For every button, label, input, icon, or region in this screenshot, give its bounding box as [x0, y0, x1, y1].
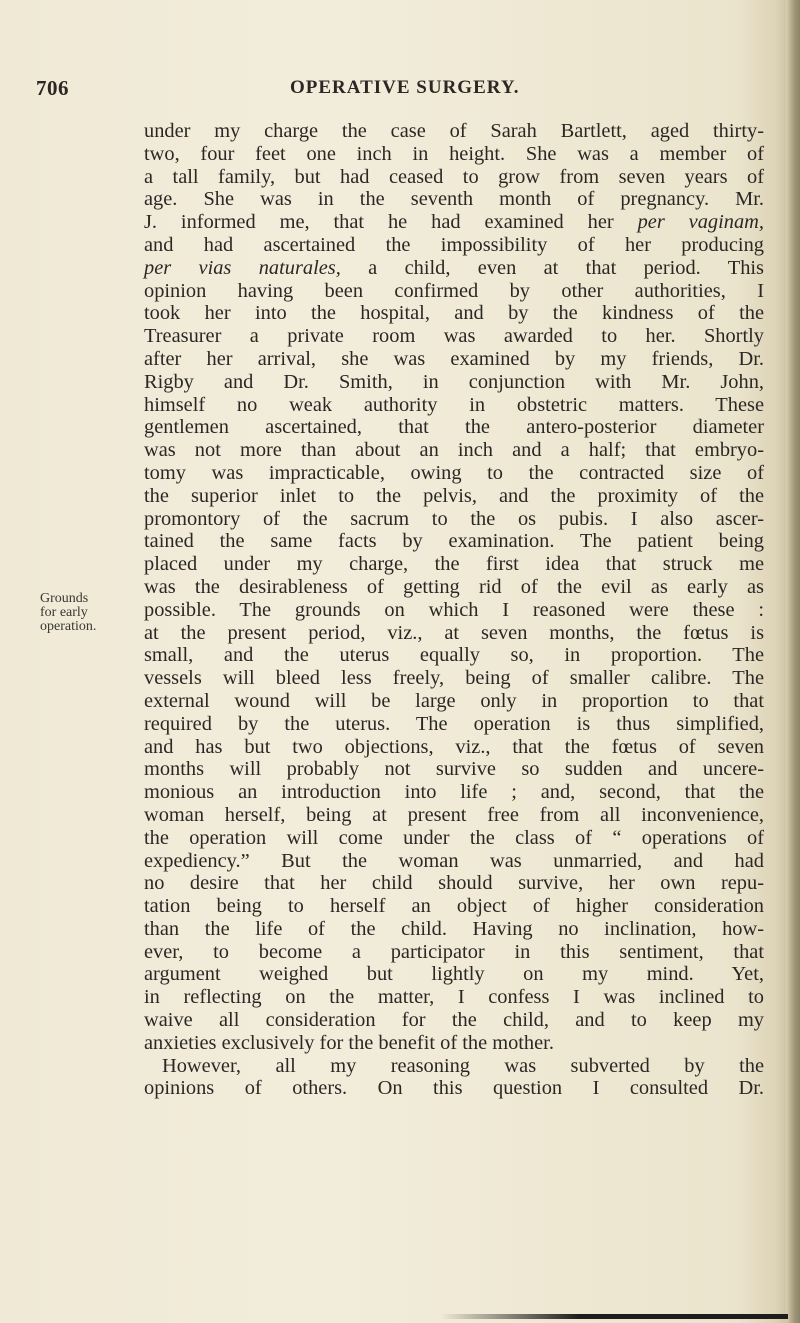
margin-note [40, 592, 130, 634]
italic-phrase: per vaginam, [637, 211, 764, 234]
text-line [144, 622, 764, 645]
text-line-content: promontory of the sacrum to the os pubis. I also ascer- [144, 507, 764, 530]
text-line [144, 827, 764, 850]
text-line [144, 188, 764, 211]
text-line-content: the superior inlet to the pelvis, and the proximity of the [144, 484, 764, 507]
page-number: 706 [36, 76, 69, 100]
text-line-content: in reflecting on the matter, I confess I was inclined to [144, 986, 764, 1009]
text-line-content: Treasurer a private room was awarded to her. Shortly [144, 325, 764, 348]
text-line-content: age. She was in the seventh month of pregnancy. Mr. [144, 188, 764, 211]
text-line [144, 257, 764, 280]
text-line-content: gentlemen ascertained, that the antero-posterior diameter [144, 416, 764, 439]
text-line-content: was the desirableness of getting rid of the evil as early as [144, 575, 764, 598]
text-line [144, 394, 764, 417]
text-line [144, 211, 764, 234]
text-line [144, 1032, 764, 1055]
text-line [144, 553, 764, 576]
text-line [144, 804, 764, 827]
text-line-content: opinion having been confirmed by other authorities, I [144, 279, 764, 302]
text-line-content: monious an introduction into life ; and, second, that the [144, 781, 764, 804]
text-line [144, 644, 764, 667]
margin-note-line: for early [40, 605, 88, 620]
text-line-content: than the life of the child. Having no inclination, how- [144, 917, 764, 940]
text-line [144, 371, 764, 394]
text-line-content: required by the uterus. The operation is thus simplified, [144, 712, 764, 735]
text-line-content: placed under my charge, the first idea that struck me [144, 553, 764, 576]
text-line [144, 599, 764, 622]
text-line-content: expediency.” But the woman was unmarried, and had [144, 849, 764, 872]
text-line [144, 758, 764, 781]
text-line [144, 576, 764, 599]
text-line-content: tomy was impracticable, owing to the contracted size of [144, 461, 764, 484]
text-line-content: woman herself, being at present free from all inconvenience, [144, 803, 764, 826]
text-line [144, 918, 764, 941]
page-header [0, 76, 800, 106]
text-line-content: months will probably not survive so sudden and uncere- [144, 758, 764, 781]
text-line [144, 1055, 764, 1078]
text-line-content: himself no weak authority in obstetric matters. These [144, 393, 764, 416]
text-line [144, 941, 764, 964]
text-line [144, 872, 764, 895]
page-edge-shadow [786, 0, 800, 1323]
text-line-content: tained the same facts by examination. The patient being [144, 530, 764, 553]
text-line-content: and has but two objections, viz., that the fœtus of seven [144, 735, 764, 758]
text-line-content: a child, even at that period. This [340, 256, 764, 279]
text-line [144, 166, 764, 189]
text-line [144, 120, 764, 143]
text-line-content: took her into the hospital, and by the kindness of the [144, 302, 764, 325]
text-line-content: external wound will be large only in proportion to that [144, 689, 764, 712]
text-line [144, 530, 764, 553]
text-line-content: was not more than about an inch and a half; that embryo- [144, 439, 764, 462]
bottom-rule [440, 1314, 788, 1319]
text-line [144, 439, 764, 462]
text-line-content: Rigby and Dr. Smith, in conjunction with Mr. John, [144, 370, 764, 393]
body-text [144, 120, 764, 1100]
text-line [144, 302, 764, 325]
text-line [144, 690, 764, 713]
text-line-content: under my charge the case of Sarah Bartlett, aged thirty- [144, 120, 764, 142]
text-line-content: small, and the uterus equally so, in proportion. The [144, 644, 764, 667]
text-line-content: tation being to herself an object of higher consideration [144, 895, 764, 918]
text-line [144, 234, 764, 257]
text-line [144, 895, 764, 918]
text-line-content: and had ascertained the impossibility of her producing [144, 233, 764, 256]
text-line [144, 713, 764, 736]
text-line [144, 1077, 764, 1100]
text-line-content: the operation will come under the class of “ operations of [144, 826, 764, 849]
text-line [144, 1009, 764, 1032]
text-line [144, 325, 764, 348]
text-line [144, 485, 764, 508]
text-line-content: two, four feet one inch in height. She was a member of [144, 142, 764, 165]
text-line [144, 280, 764, 303]
margin-note-line: Grounds [40, 591, 89, 606]
text-line [144, 667, 764, 690]
text-line [144, 143, 764, 166]
text-line-content: possible. The grounds on which I reasoned were these : [144, 598, 764, 621]
text-line-content: opinions of others. On this question I consulted Dr. [144, 1077, 764, 1100]
text-line-content: at the present period, viz., at seven months, the fœtus is [144, 621, 764, 644]
text-line-content: ever, to become a participator in this sentiment, that [144, 940, 764, 963]
margin-note-line: operation. [40, 619, 97, 634]
text-line-content: argument weighed but lightly on my mind. Yet, [144, 963, 764, 986]
text-line [144, 508, 764, 531]
italic-phrase: per vias naturales, [144, 256, 341, 279]
text-line-content: anxieties exclusively for the benefit of the mother. [144, 1031, 554, 1054]
text-line-content: J. informed me, that he had examined her [144, 211, 638, 234]
text-line [144, 781, 764, 804]
text-line-content: vessels will bleed less freely, being of smaller calibre. The [144, 667, 764, 690]
text-line-content: However, all my reasoning was subverted by the [162, 1054, 764, 1077]
running-title: OPERATIVE SURGERY. [290, 77, 520, 98]
text-line [144, 348, 764, 371]
text-line [144, 963, 764, 986]
text-line-content: no desire that her child should survive, her own repu- [144, 872, 764, 895]
text-line-content: after her arrival, she was examined by my friends, Dr. [144, 347, 764, 370]
text-line-content: a tall family, but had ceased to grow from seven years of [144, 165, 764, 188]
text-line [144, 986, 764, 1009]
text-line [144, 462, 764, 485]
text-line [144, 416, 764, 439]
text-line-content: waive all consideration for the child, and to keep my [144, 1009, 764, 1032]
text-line [144, 736, 764, 759]
text-line [144, 850, 764, 873]
